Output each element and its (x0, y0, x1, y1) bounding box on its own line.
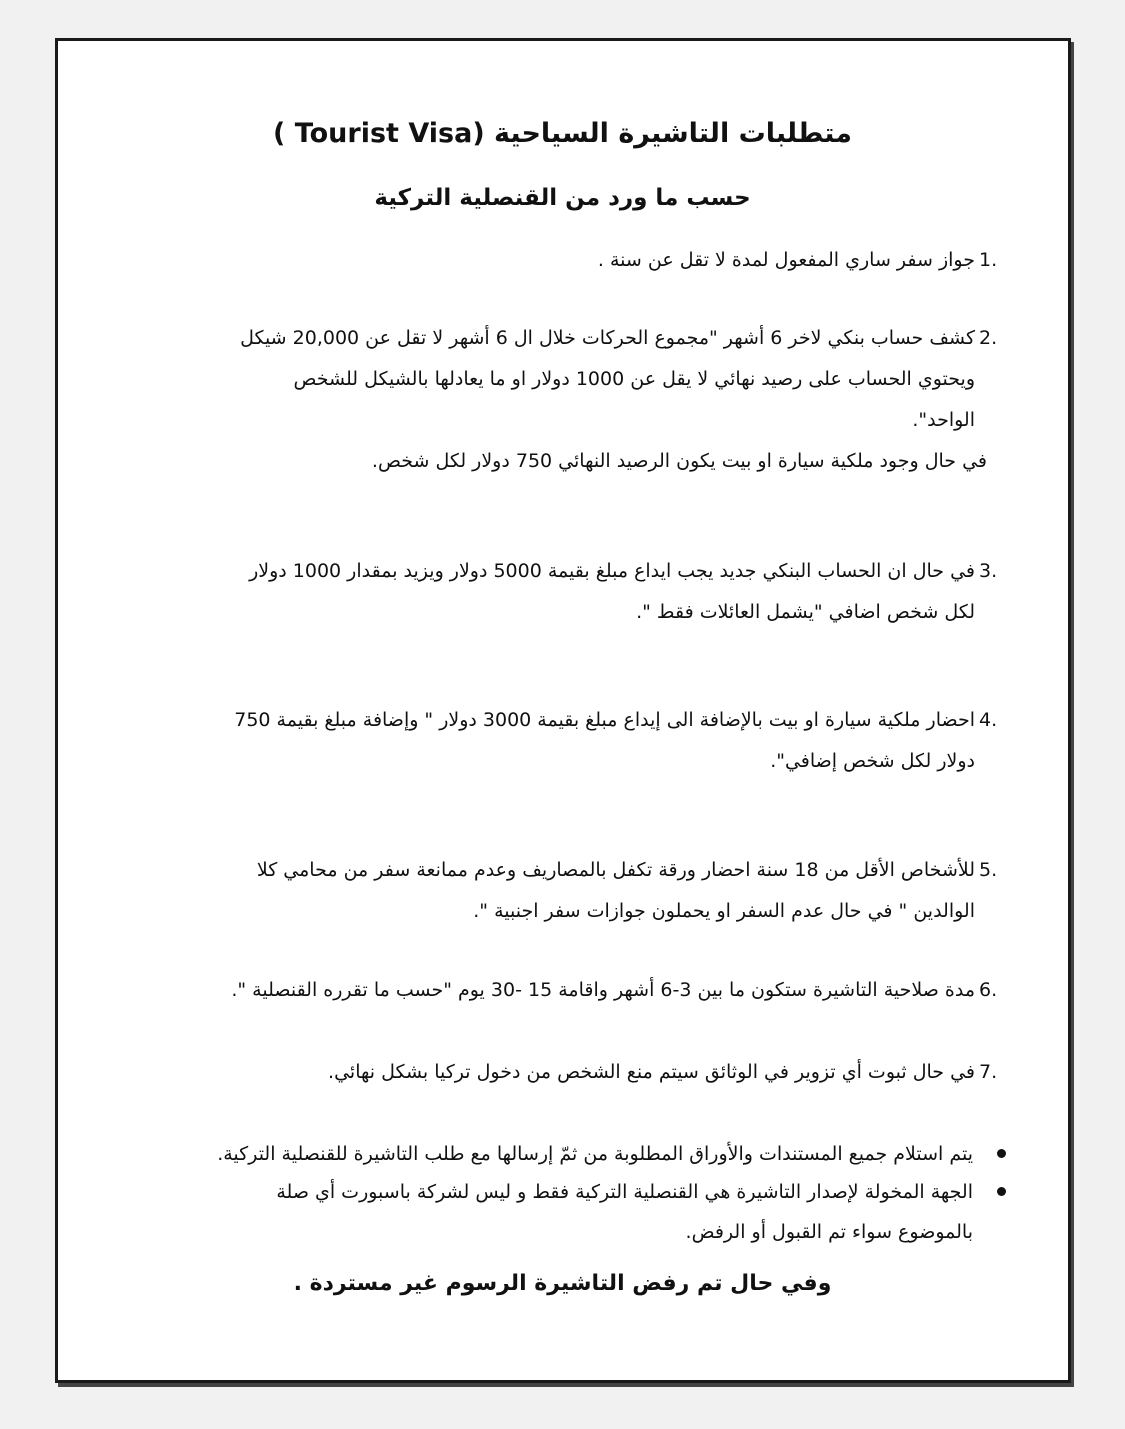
item-text: كشف حساب بنكي لاخر 6 أشهر "مجموع الحركات خلال ال 6 أشهر لا تقل عن 20,000 شيكل (240, 327, 975, 349)
bullet-dot (997, 1187, 1006, 1196)
requirement-item-2 (240, 318, 998, 482)
item-text: في حال وجود ملكية سيارة او بيت يكون الرصيد النهائي 750 دولار لكل شخص. (371, 450, 987, 472)
item-number: 1. (979, 249, 998, 271)
item-number: 6. (979, 979, 998, 1001)
item-text: مدة صلاحية التاشيرة ستكون ما بين 3-6 أشهر واقامة 15 -30 يوم "حسب ما تقرره القنصلية ". (231, 979, 975, 1001)
requirement-item-7 (328, 1052, 998, 1093)
item-text: دولار لكل شخص إضافي". (770, 750, 975, 772)
item-text: الوالدين " في حال عدم السفر او يحملون جوازات سفر اجنبية ". (473, 900, 975, 922)
requirement-item-6 (231, 970, 998, 1011)
note-bullet-1 (217, 1134, 973, 1174)
item-number: 2. (979, 327, 998, 349)
requirement-item-1 (597, 240, 998, 281)
requirement-item-5 (256, 850, 998, 932)
bullet-text: بالموضوع سواء تم القبول أو الرفض. (685, 1221, 973, 1243)
item-text: جواز سفر ساري المفعول لمدة لا تقل عن سنة . (597, 249, 975, 271)
item-text: في حال ان الحساب البنكي جديد يجب ايداع مبلغ بقيمة 5000 دولار ويزيد بمقدار 1000 دولار (249, 560, 975, 582)
item-text: ويحتوي الحساب على رصيد نهائي لا يقل عن 1000 دولار او ما يعادلها بالشيكل للشخص (293, 368, 975, 390)
note-bullet-2 (276, 1172, 973, 1252)
requirement-item-4 (234, 700, 998, 782)
item-text: لكل شخص اضافي "يشمل العائلات فقط ". (636, 601, 975, 623)
requirement-item-3 (249, 551, 998, 633)
item-text: احضار ملكية سيارة او بيت بالإضافة الى إيداع مبلغ بقيمة 3000 دولار " وإضافة مبلغ بقيمة 750 (234, 709, 975, 731)
item-number: 4. (979, 709, 998, 731)
document-subtitle: حسب ما ورد من القنصلية التركية (374, 185, 751, 211)
item-text: للأشخاص الأقل من 18 سنة احضار ورقة تكفل بالمصاريف وعدم ممانعة سفر من محامي كلا (256, 859, 975, 881)
bullet-text: يتم استلام جميع المستندات والأوراق المطلوبة من ثمّ إرسالها مع طلب التاشيرة للقنصلية التركية. (217, 1143, 973, 1165)
bullet-dot (997, 1149, 1006, 1158)
item-number: 5. (979, 859, 998, 881)
document-title: متطلبات التاشيرة السياحية (Tourist Visa ) (273, 118, 852, 149)
bullet-text: الجهة المخولة لإصدار التاشيرة هي القنصلية التركية فقط و ليس لشركة باسبورت أي صلة (276, 1181, 973, 1203)
item-text: الواحد". (912, 409, 975, 431)
item-text: في حال ثبوت أي تزوير في الوثائق سيتم منع الشخص من دخول تركيا بشكل نهائي. (328, 1061, 975, 1083)
item-number: 3. (979, 560, 998, 582)
item-number: 7. (979, 1061, 998, 1083)
closing-note: وفي حال تم رفض التاشيرة الرسوم غير مستردة . (293, 1271, 832, 1296)
